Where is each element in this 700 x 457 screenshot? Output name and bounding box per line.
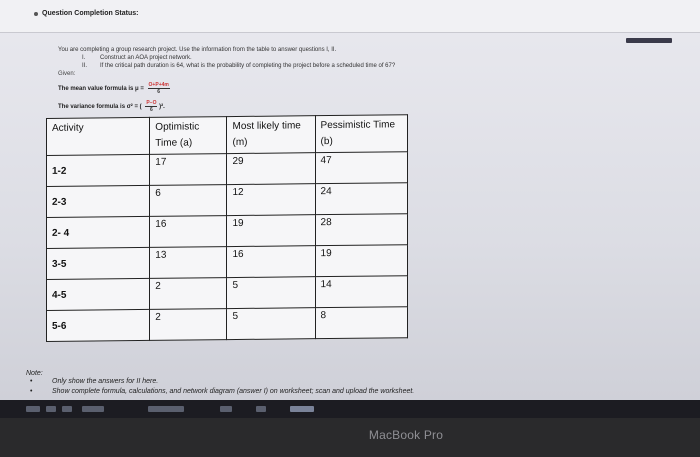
table-cell: 5 [227,308,315,340]
top-bar [0,0,700,33]
table-cell: 12 [227,184,315,216]
table-cell: 4-5 [47,278,150,310]
table-cell: 13 [150,247,227,279]
taskbar-item[interactable] [26,406,40,412]
table-cell: 2-3 [47,185,150,217]
column-header: Optimistic Time (a) [150,117,227,155]
given-label: Given: [58,71,76,77]
variance-formula [58,100,165,113]
table-row [47,183,408,218]
note-label: Note: [26,370,43,377]
question-item-text: If the critical path duration is 64, what is the probability of completing the project before a scheduled time of 67? [100,63,396,69]
table-cell: 2 [150,309,227,341]
table-cell: 16 [227,246,315,278]
corner-button[interactable] [626,38,672,43]
question-item-2 [82,62,395,70]
table-row [47,245,408,280]
table-cell: 28 [315,214,407,246]
question-item-num: II. [82,63,88,69]
mean-formula-expr: μ = [135,86,144,93]
mean-formula-numerator: O+P+4m [148,82,169,88]
table-cell: 8 [315,307,407,339]
question-text [58,46,395,70]
table-cell: 16 [150,216,227,248]
note-bullet: • Show complete formula, calculations, and network diagram (answer I) on worksheet; scan and upload the worksheet. [30,387,414,397]
note-bullets [30,377,414,397]
table-row [47,214,408,249]
variance-formula-denominator: 6 [150,107,153,113]
mean-formula-label: The mean value formula is [58,86,134,93]
device-label [0,428,700,442]
activity-table [46,114,408,342]
table-cell: 2- 4 [47,216,150,248]
table-cell: 47 [315,152,407,184]
table-cell: 24 [315,183,407,215]
question-intro: You are completing a group research project. Use the information from the table to answer questions I, II. [58,47,337,53]
taskbar-item[interactable] [46,406,56,412]
mean-formula-denominator: 6 [157,89,161,95]
table-cell: 5 [227,277,315,309]
table-cell: 6 [150,185,227,217]
variance-formula-label: The variance formula is [58,104,126,111]
column-header: Activity [47,117,150,155]
table-cell: 3-5 [47,247,150,279]
column-header: Pessimistic Time (b) [315,115,407,153]
table-cell: 19 [227,215,315,247]
collapse-icon[interactable] [34,12,38,16]
variance-formula-tail: )². [159,104,165,111]
question-item-num: I. [82,55,86,61]
variance-formula-expr: σ² = ( [126,104,142,111]
table-cell: 5-6 [47,309,150,341]
variance-formula-numerator: P−O [146,100,157,106]
table-header-row [47,115,408,156]
status-title: Question Completion Status: [42,10,139,17]
table-row [47,152,408,187]
column-header: Most likely time (m) [227,116,315,154]
table-row [47,307,408,342]
table-cell: 17 [150,154,227,186]
table-cell: 14 [315,276,407,308]
table-cell: 2 [150,278,227,310]
table-row [47,276,408,311]
table-cell: 1-2 [47,154,150,186]
taskbar-item[interactable] [220,406,232,412]
variance-formula-fraction [145,100,157,113]
taskbar-item[interactable] [256,406,266,412]
table-cell: 29 [227,153,315,185]
taskbar-item[interactable] [290,406,314,412]
device-label-text: MacBook Pro [368,428,444,442]
taskbar [0,400,700,418]
taskbar-item[interactable] [62,406,72,412]
note-bullet: • Only show the answers for II here. [30,377,414,387]
taskbar-item[interactable] [82,406,104,412]
taskbar-item[interactable] [148,406,184,412]
question-item-1 [82,54,395,62]
mean-formula [58,82,170,95]
mean-formula-fraction [148,82,170,95]
table-cell: 19 [315,245,407,277]
question-item-text: Construct an AOA project network. [100,55,192,61]
